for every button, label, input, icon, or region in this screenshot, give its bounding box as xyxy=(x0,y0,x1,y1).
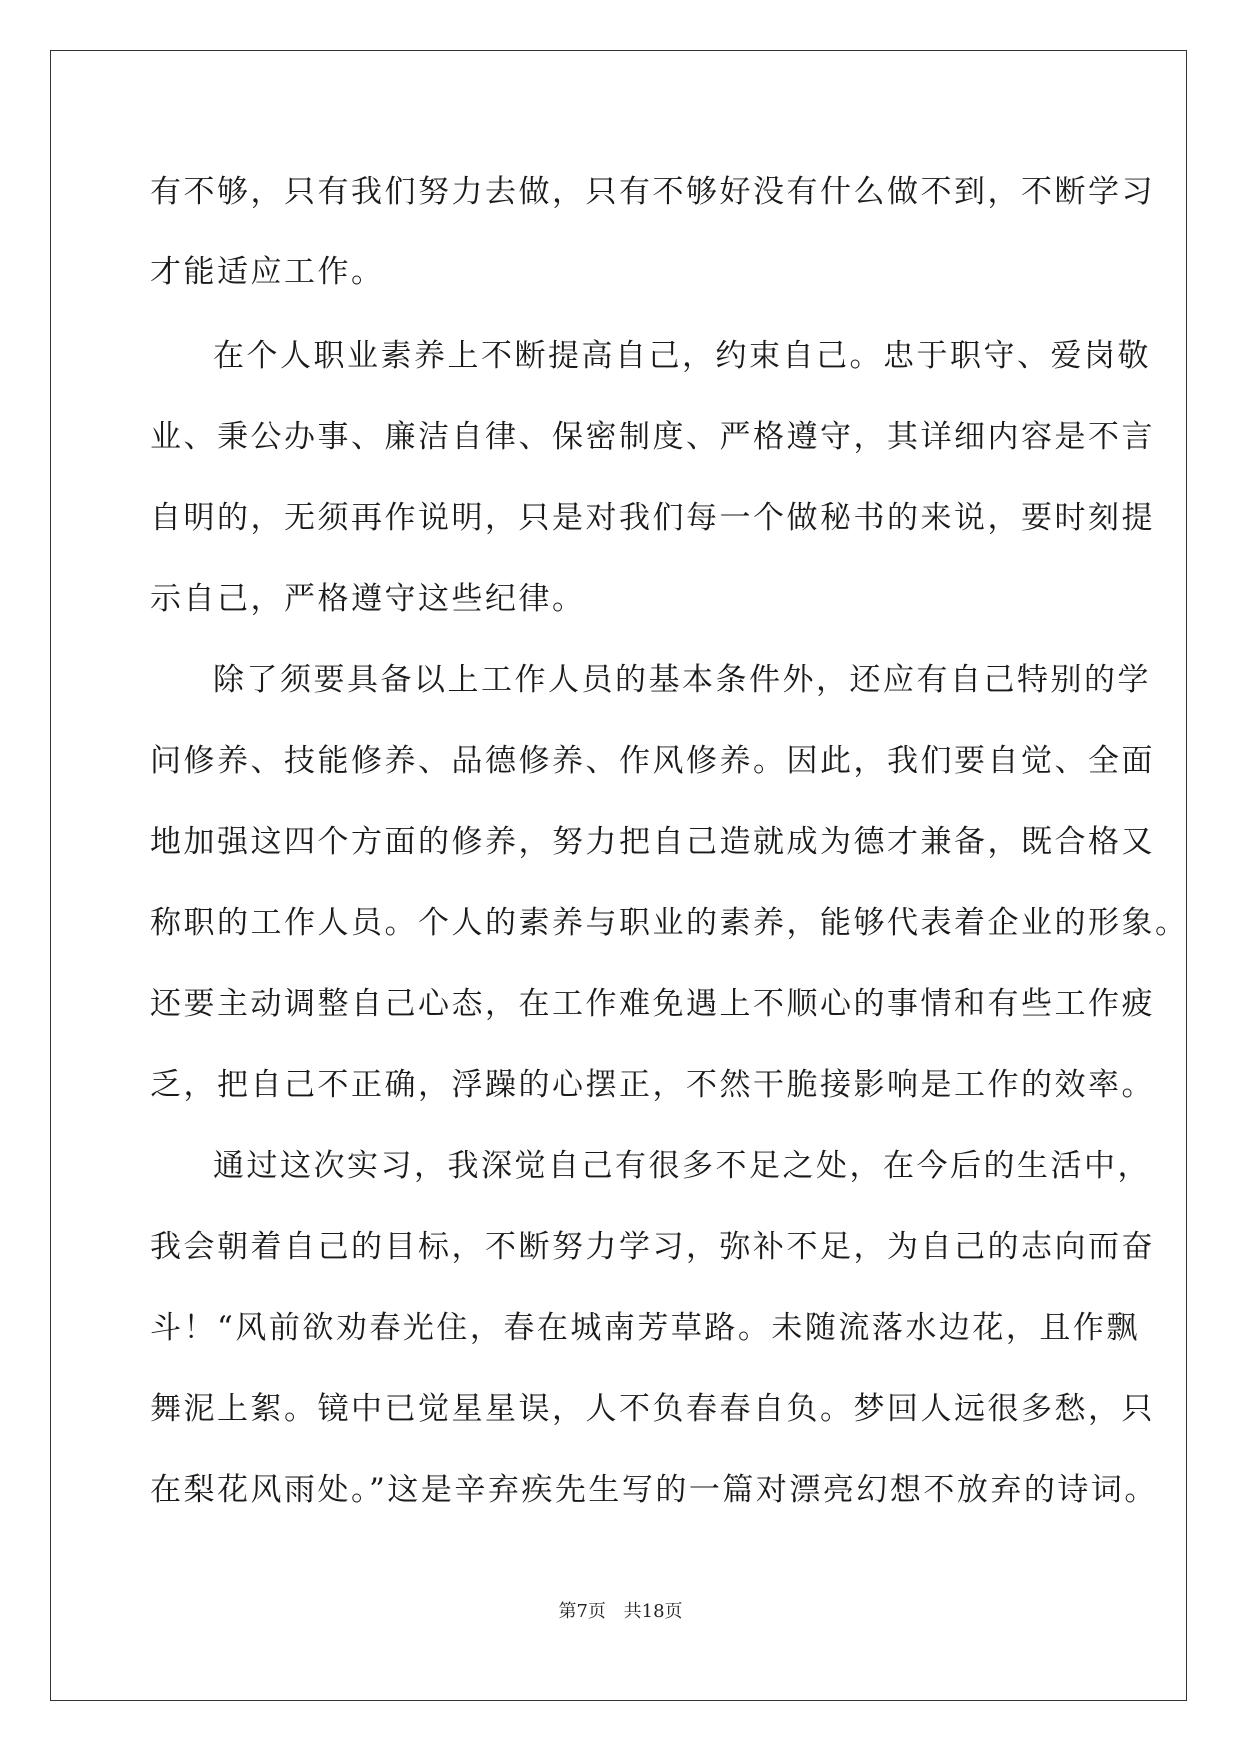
paragraph-start-line: 除了须要具备以上工作人员的基本条件外，还应有自己特别的学 xyxy=(213,662,1151,698)
body-line: 问修养、技能修养、品德修养、作风修养。因此，我们要自觉、全面 xyxy=(150,743,1155,779)
page-number: 第7页 xyxy=(558,1601,606,1622)
body-line: 在梨花风雨处。”这是辛弃疾先生写的一篇对漂亮幻想不放弃的诗词。 xyxy=(150,1472,1158,1508)
paragraph-start-line: 在个人职业素养上不断提高自己，约束自己。忠于职守、爱岗敬 xyxy=(213,338,1151,374)
body-line: 示自己，严格遵守这些纪律。 xyxy=(150,581,586,617)
body-line: 舞泥上絮。镜中已觉星星误，人不负春春自负。梦回人远很多愁，只 xyxy=(150,1391,1155,1427)
body-line: 还要主动调整自己心态，在工作难免遇上不顺心的事情和有些工作疲 xyxy=(150,986,1155,1022)
body-line: 才能适应工作。 xyxy=(150,254,385,290)
page-total: 共18页 xyxy=(623,1601,683,1622)
body-line: 我会朝着自己的目标，不断努力学习，弥补不足，为自己的志向而奋 xyxy=(150,1229,1155,1265)
body-line: 地加强这四个方面的修养，努力把自己造就成为德才兼备，既合格又 xyxy=(150,824,1155,860)
body-line: 自明的，无须再作说明，只是对我们每一个做秘书的来说，要时刻提 xyxy=(150,500,1155,536)
page-border xyxy=(50,50,1187,1701)
paragraph-start-line: 通过这次实习，我深觉自己有很多不足之处，在今后的生活中， xyxy=(213,1148,1151,1184)
body-line: 乏，把自己不正确，浮躁的心摆正，不然干脆接影响是工作的效率。 xyxy=(150,1067,1155,1103)
body-line: 业、秉公办事、廉洁自律、保密制度、严格遵守，其详细内容是不言 xyxy=(150,419,1155,455)
body-line: 称职的工作人员。个人的素养与职业的素养，能够代表着企业的形象。 xyxy=(150,905,1189,941)
page-footer xyxy=(0,1600,1241,1624)
body-line: 有不够，只有我们努力去做，只有不够好没有什么做不到，不断学习 xyxy=(150,174,1155,210)
body-line: 斗！“风前欲劝春光住，春在城南芳草路。未随流落水边花，且作飘 xyxy=(150,1310,1140,1346)
